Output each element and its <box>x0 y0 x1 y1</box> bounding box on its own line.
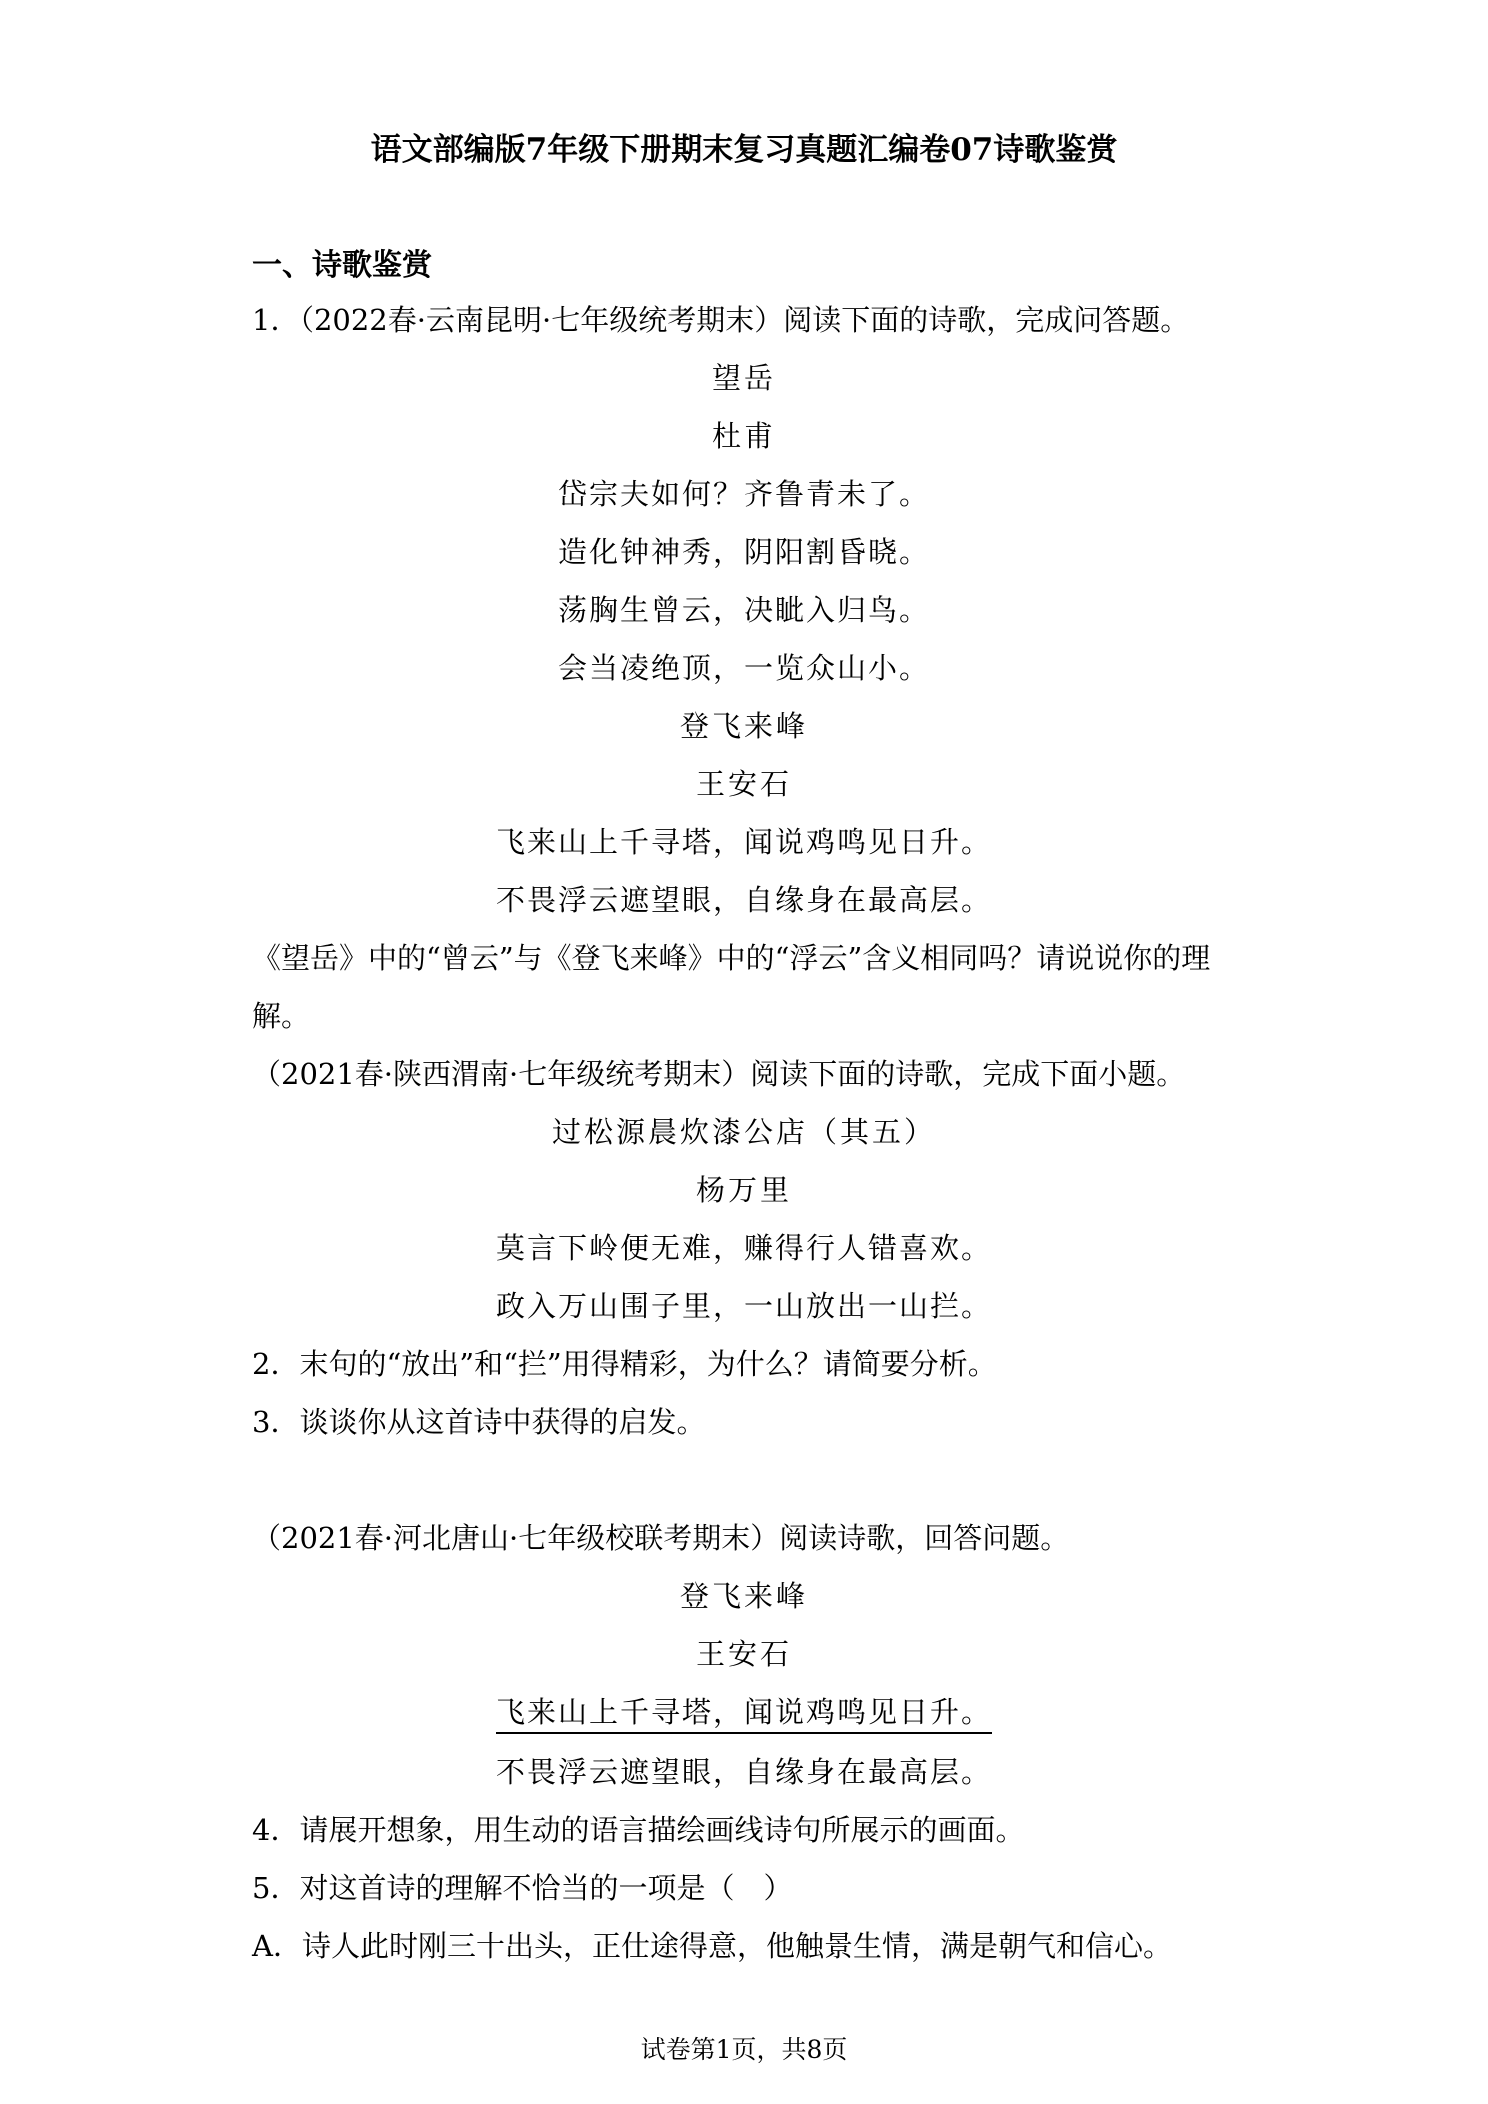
poem-title-dengfeilaifeng: 登飞来峰 <box>679 1579 808 1613</box>
poem-title-wangyue: 望岳 <box>711 361 776 395</box>
poem-line: 政入万山围子里，一山放出一山拦。 <box>495 1289 992 1323</box>
poem-title-guosongyuan: 过松源晨炊漆公店（其五） <box>551 1115 936 1149</box>
question-1-intro: 1．（2022春·云南昆明·七年级统考期末）阅读下面的诗歌，完成问答题。 <box>252 303 1190 337</box>
poem-line: 会当凌绝顶，一览众山小。 <box>557 651 930 685</box>
question-1-text-cont: 解。 <box>252 999 311 1033</box>
poem-title-dengfeilaifeng: 登飞来峰 <box>679 709 808 743</box>
question-5: 5．对这首诗的理解不恰当的一项是（ ） <box>252 1871 793 1905</box>
poem-author-wanganshi: 王安石 <box>695 767 792 801</box>
section-heading: 一、诗歌鉴赏 <box>252 248 432 283</box>
poem-author-wanganshi: 王安石 <box>695 1637 792 1671</box>
poem-line: 莫言下岭便无难，赚得行人错喜欢。 <box>495 1231 992 1265</box>
question-group-3-intro: （2021春·河北唐山·七年级校联考期末）阅读诗歌，回答问题。 <box>252 1521 1070 1555</box>
poem-author-dufu: 杜甫 <box>711 419 776 453</box>
option-a: A．诗人此时刚三十出头，正仕途得意，他触景生情，满是朝气和信心。 <box>252 1929 1172 1963</box>
question-1-text: 《望岳》中的“曾云”与《登飞来峰》中的“浮云”含义相同吗？请说说你的理 <box>252 941 1211 975</box>
poem-line: 飞来山上千寻塔，闻说鸡鸣见日升。 <box>495 825 992 859</box>
question-group-2-intro: （2021春·陕西渭南·七年级统考期末）阅读下面的诗歌，完成下面小题。 <box>252 1057 1186 1091</box>
poem-author-yangwanli: 杨万里 <box>695 1173 792 1207</box>
poem-line: 不畏浮云遮望眼，自缘身在最高层。 <box>495 1755 992 1789</box>
poem-line: 造化钟神秀，阴阳割昏晓。 <box>557 535 930 569</box>
poem-line: 不畏浮云遮望眼，自缘身在最高层。 <box>495 883 992 917</box>
poem-line: 岱宗夫如何？齐鲁青未了。 <box>557 477 930 511</box>
poem-line: 荡胸生曾云，决眦入归鸟。 <box>557 593 930 627</box>
question-2: 2．末句的“放出”和“拦”用得精彩，为什么？请简要分析。 <box>252 1347 997 1381</box>
question-3: 3．谈谈你从这首诗中获得的启发。 <box>252 1405 706 1439</box>
page-footer: 试卷第1页，共8页 <box>640 2035 848 2064</box>
document-title: 语文部编版7年级下册期末复习真题汇编卷07诗歌鉴赏 <box>370 132 1118 168</box>
question-4: 4．请展开想象，用生动的语言描绘画线诗句所展示的画面。 <box>252 1813 1025 1847</box>
underlined-text: 飞来山上千寻塔，闻说鸡鸣见日升。 <box>496 1695 992 1734</box>
poem-line-underlined <box>0 1692 1488 1732</box>
